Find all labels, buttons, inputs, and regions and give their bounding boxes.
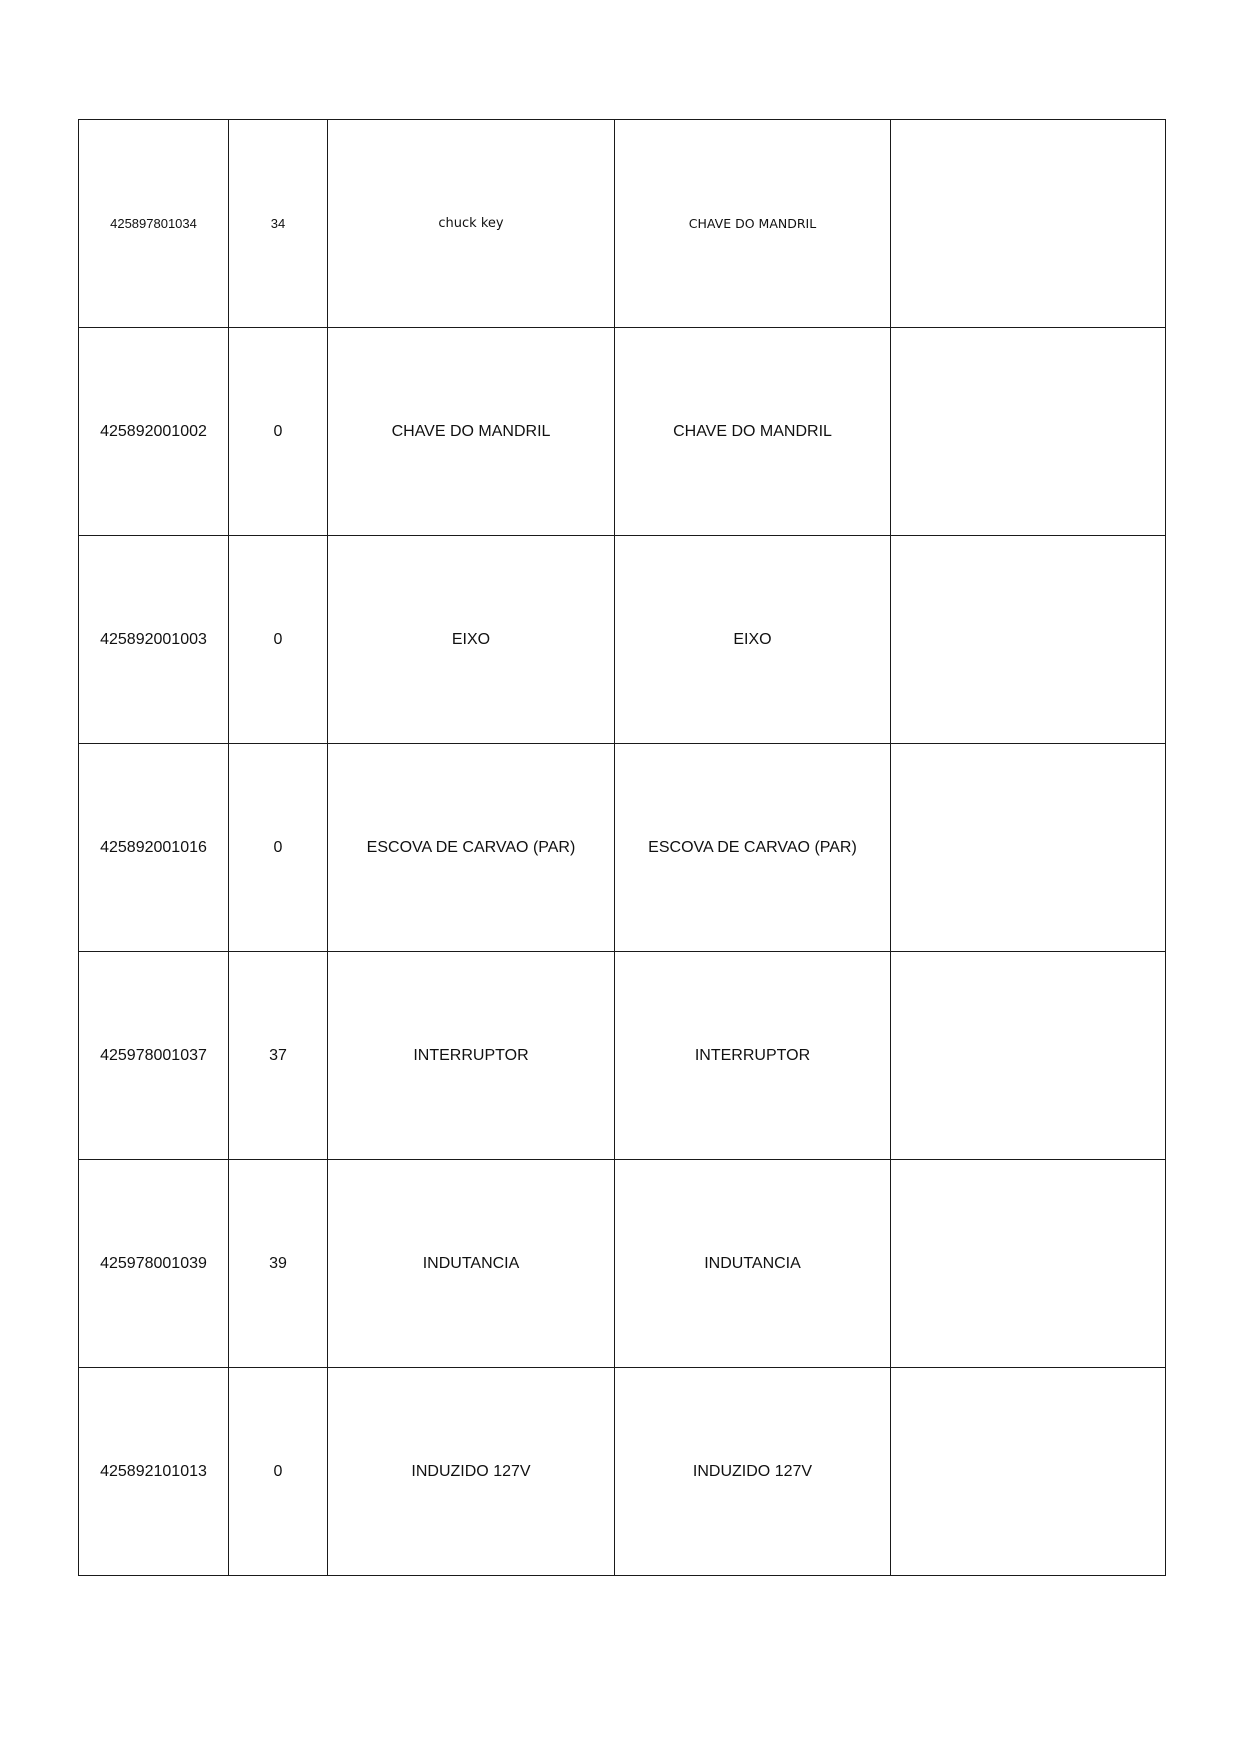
table-row — [79, 1160, 1166, 1368]
notes-cell — [891, 952, 1166, 1160]
description-en-cell: ESCOVA DE CARVAO (PAR) — [328, 744, 615, 952]
table-row — [79, 536, 1166, 744]
description-en-cell: INTERRUPTOR — [328, 952, 615, 1160]
table-row — [79, 1368, 1166, 1576]
position-cell: 0 — [229, 744, 328, 952]
table-row — [79, 328, 1166, 536]
description-en-cell: INDUTANCIA — [328, 1160, 615, 1368]
description-pt-cell: INDUTANCIA — [615, 1160, 891, 1368]
part-code-cell: 425897801034 — [79, 120, 229, 328]
part-code-cell: 425892001003 — [79, 536, 229, 744]
table-row — [79, 120, 1166, 328]
notes-cell — [891, 120, 1166, 328]
notes-cell — [891, 1160, 1166, 1368]
description-en-cell: INDUZIDO 127V — [328, 1368, 615, 1576]
position-cell: 0 — [229, 328, 328, 536]
description-pt-cell: EIXO — [615, 536, 891, 744]
description-en-cell: EIXO — [328, 536, 615, 744]
description-en-cell: CHAVE DO MANDRIL — [328, 328, 615, 536]
position-cell: 37 — [229, 952, 328, 1160]
part-code-cell: 425892001016 — [79, 744, 229, 952]
notes-cell — [891, 328, 1166, 536]
description-pt-cell: ESCOVA DE CARVAO (PAR) — [615, 744, 891, 952]
position-cell: 39 — [229, 1160, 328, 1368]
description-pt-cell: INTERRUPTOR — [615, 952, 891, 1160]
part-code-cell: 425892001002 — [79, 328, 229, 536]
part-code-cell: 425978001037 — [79, 952, 229, 1160]
parts-table — [78, 119, 1166, 1576]
description-pt-cell: INDUZIDO 127V — [615, 1368, 891, 1576]
part-code-cell: 425892101013 — [79, 1368, 229, 1576]
table-row — [79, 744, 1166, 952]
description-pt-cell: CHAVE DO MANDRIL — [615, 328, 891, 536]
notes-cell — [891, 536, 1166, 744]
description-en-cell: chuck key — [328, 120, 615, 328]
position-cell: 0 — [229, 1368, 328, 1576]
table-row — [79, 952, 1166, 1160]
part-code-cell: 425978001039 — [79, 1160, 229, 1368]
position-cell: 0 — [229, 536, 328, 744]
description-pt-cell: CHAVE DO MANDRIL — [615, 120, 891, 328]
notes-cell — [891, 744, 1166, 952]
position-cell: 34 — [229, 120, 328, 328]
notes-cell — [891, 1368, 1166, 1576]
